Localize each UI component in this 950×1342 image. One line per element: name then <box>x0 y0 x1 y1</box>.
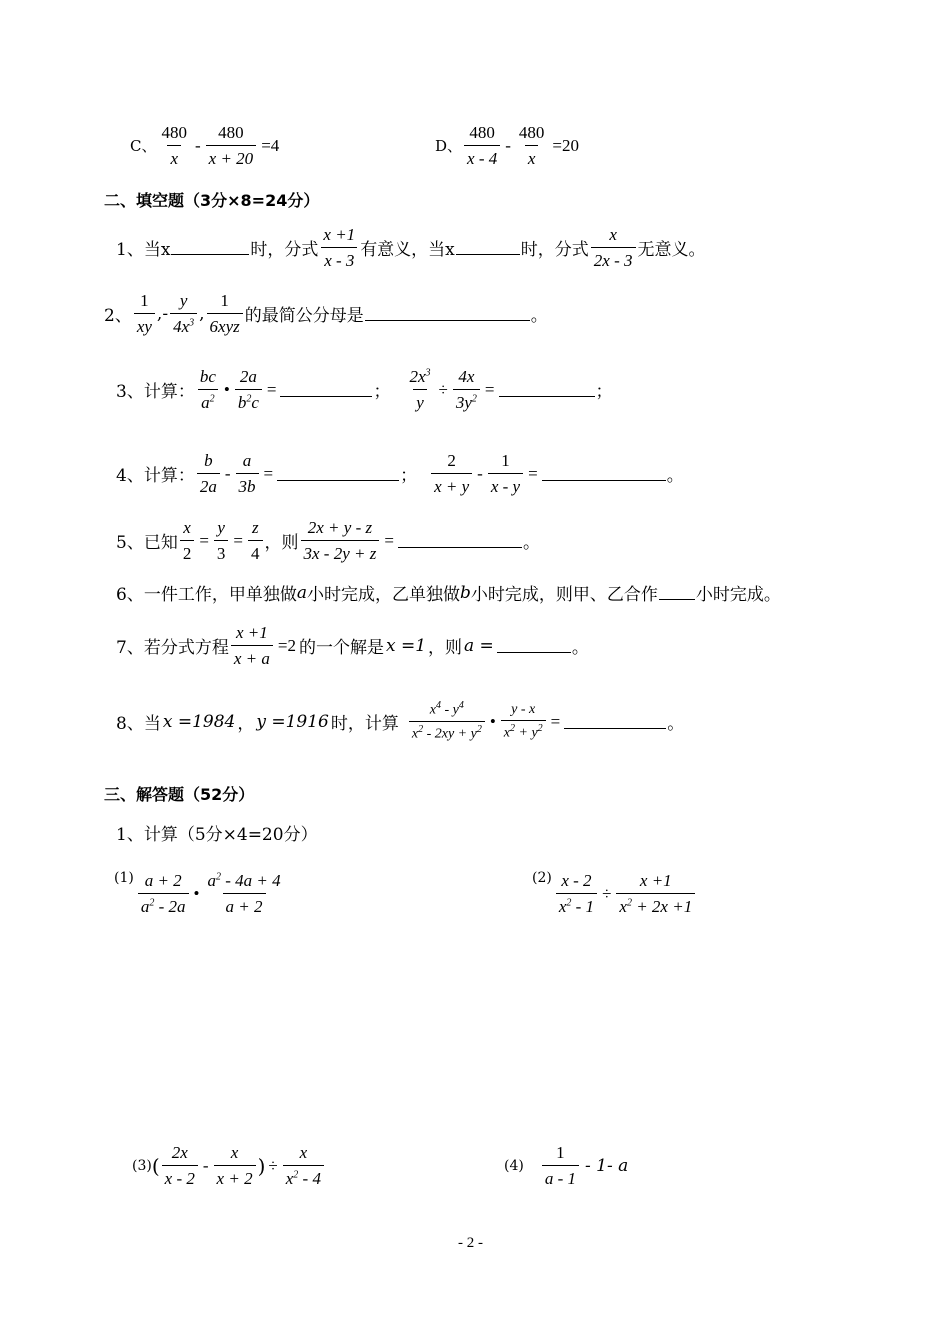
section3-q1-label: 1、计算（5分×4=20分） <box>116 825 318 845</box>
answer-blank[interactable] <box>171 240 249 255</box>
fraction: $\frac{480}{x}$ <box>518 123 545 169</box>
page-number: - 2 - <box>458 1235 483 1251</box>
fraction: $\frac{4x}{3y^2}$ <box>453 366 480 414</box>
problem-3: (3) ( $\frac{2x}{x - 2}$ - $\frac{x}{x + 2}$ ) ÷ $\frac{x}{x^2 - 4}$ <box>132 1142 326 1190</box>
fraction: $\frac{1}{x - y}$ <box>488 450 523 498</box>
fraction: $\frac{a^2 - 4a + 4}{a + 2}$ <box>207 871 281 917</box>
problem-1: (1) $\frac{a + 2}{a^2 - 2a}$ • $\frac{a^2 - 4a + 4}{a + 2}$ <box>114 870 286 918</box>
question-2-8: 8、当 x =1984 ， y =1916 时，计算 $\frac{x^4 - y^4}{x^2 - 2xy + y^2}$ • $\frac{y - x}{x^2 + y^2}$ = 。 <box>116 700 685 742</box>
fraction: $\frac{x}{2}$ <box>180 517 195 565</box>
fraction: $\frac{2a}{b^2c}$ <box>235 366 262 414</box>
fraction: $\frac{x}{x + 2}$ <box>214 1142 256 1190</box>
answer-blank[interactable] <box>497 638 571 653</box>
section3-heading: 三、解答题（52分） <box>104 785 255 804</box>
answer-blank[interactable] <box>659 585 695 600</box>
option-d: D、 $\frac{480}{x - 4}$ - $\frac{480}{x}$ =20 <box>435 123 580 169</box>
fraction: $\frac{2x}{x - 2}$ <box>162 1142 198 1190</box>
fraction: $\frac{480}{x + 20}$ <box>206 122 257 170</box>
fraction: $\frac{1}{xy}$ <box>134 290 155 338</box>
option-c: C、 $\frac{480}{x}$ - $\frac{480}{x + 20}$ =4 <box>130 123 280 169</box>
answer-blank[interactable] <box>456 240 520 255</box>
fraction: $\frac{480}{x}$ <box>161 123 187 169</box>
question-2-5: 5、已知 $\frac{x}{2}$ = $\frac{y}{3}$ = $\frac{z}{4}$ ，则 $\frac{2x + y - z}{3x - 2y + z}$ = 。 <box>116 518 540 564</box>
question-2-7: 7、若分式方程 $\frac{x +1}{x + a}$ =2 的一个解是 x =1 ，则 a = 。 <box>116 623 589 669</box>
fraction: $\frac{x^4 - y^4}{x^2 - 2xy + y^2}$ <box>409 700 485 743</box>
answer-blank[interactable] <box>280 382 372 397</box>
fraction: $\frac{y - x}{x^2 + y^2}$ <box>501 701 546 743</box>
fraction: $\frac{z}{4}$ <box>248 517 263 565</box>
problem-2: (2) $\frac{x - 2}{x^2 - 1}$ ÷ $\frac{x +1}{x^2 + 2x +1}$ <box>532 870 697 918</box>
answer-blank[interactable] <box>542 466 666 481</box>
question-2-2: 2、 $\frac{1}{xy}$ ,- $\frac{y}{4x^3}$ , $\frac{1}{\text{6xyz}}$ 的最简公分母是 。 <box>104 291 548 337</box>
fraction: $\frac{x}{2x - 3}$ <box>591 224 636 272</box>
fraction: $\frac{1}{\text{6xyz}}$ <box>207 290 243 338</box>
fraction: $\frac{1}{a - 1}$ <box>542 1142 579 1190</box>
question-2-1: 1、当x 时，分式 $\frac{x +1}{x - 3}$ 有意义，当x 时，分式 $\frac{x}{2x - 3}$ 无意义。 <box>116 225 706 271</box>
fraction: $\frac{x +1}{x^2 + 2x +1}$ <box>616 870 695 918</box>
fraction: $\frac{bc}{a^2}$ <box>199 367 216 413</box>
fraction: $\frac{x - 2}{x^2 - 1}$ <box>556 870 597 918</box>
fraction: $\frac{x +1}{x - 3}$ <box>320 224 358 272</box>
fraction: $\frac{2}{x + y}$ <box>431 450 472 498</box>
answer-blank[interactable] <box>277 466 399 481</box>
question-2-6: 6、一件工作，甲单独做 a 小时完成，乙单独做 b 小时完成，则甲、乙合作 小时完成。 <box>116 582 781 605</box>
fraction: $\frac{x +1}{x + a}$ <box>231 622 273 670</box>
fraction: $\frac{2x + y - z}{3x - 2y + z}$ <box>301 517 380 565</box>
fraction: $\frac{y}{4x^3}$ <box>170 290 197 338</box>
fraction: $\frac{x}{x^2 - 4}$ <box>283 1142 324 1190</box>
answer-blank[interactable] <box>499 382 595 397</box>
answer-blank[interactable] <box>365 306 530 321</box>
answer-blank[interactable] <box>398 533 522 548</box>
fraction: $\frac{b}{2a}$ <box>197 450 220 498</box>
question-2-3: 3、计算： $\frac{bc}{a^2}$ • $\frac{2a}{b^2c}$ = ； $\frac{2x^3}{y}$ ÷ $\frac{4x}{3y^2}$ = ； <box>116 367 613 413</box>
fraction: $\frac{2x^3}{y}$ <box>409 367 431 413</box>
problem-4: (4) $\frac{1}{a - 1}$ - 1- a <box>504 1143 629 1189</box>
fraction: $\frac{a + 2}{a^2 - 2a}$ <box>138 870 189 918</box>
fraction: $\frac{y}{3}$ <box>214 517 229 565</box>
fraction: $\frac{480}{x - 4}$ <box>464 122 500 170</box>
question-2-4: 4、计算： $\frac{b}{2a}$ - $\frac{a}{3b}$ = ； $\frac{2}{x + y}$ - $\frac{1}{x - y}$ = 。 <box>116 451 684 497</box>
fraction: $\frac{a}{3b}$ <box>236 450 259 498</box>
answer-blank[interactable] <box>564 714 666 729</box>
section2-heading: 二、填空题（3分×8=24分） <box>104 191 320 210</box>
